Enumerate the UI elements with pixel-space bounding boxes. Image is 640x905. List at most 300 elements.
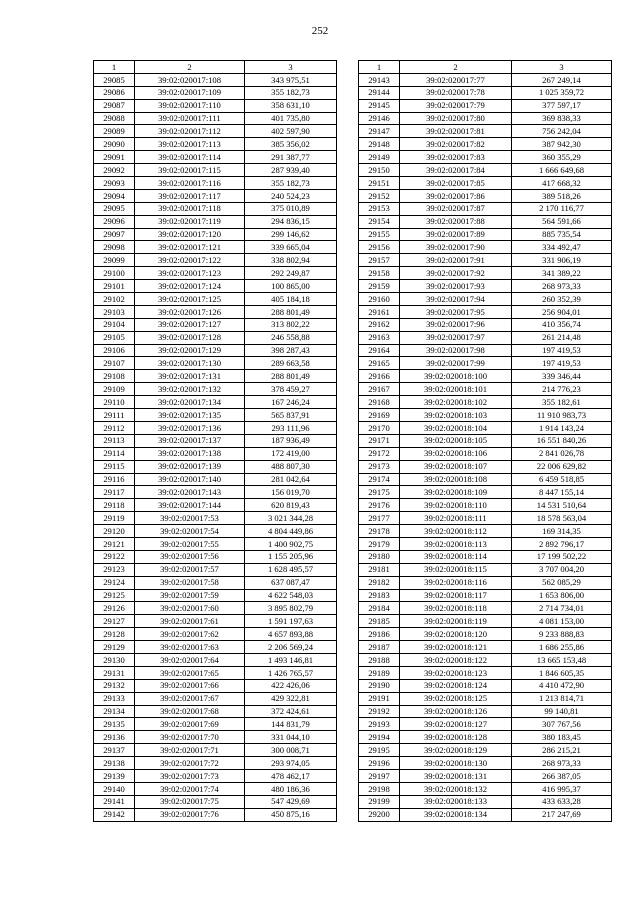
- row-number-cell: 29162: [359, 318, 400, 331]
- cadastral-number-cell: 39:02:020018:134: [400, 808, 512, 821]
- table-row: [359, 409, 612, 422]
- table-row: [94, 254, 337, 267]
- table-row: [359, 615, 612, 628]
- row-number-cell: 29138: [94, 757, 135, 770]
- value-cell: 17 199 502,22: [512, 550, 612, 563]
- table-row: [94, 705, 337, 718]
- value-cell: 100 865,00: [245, 280, 337, 293]
- table-row: [359, 189, 612, 202]
- table-row: [359, 202, 612, 215]
- cadastral-number-cell: 39:02:020017:109: [135, 86, 245, 99]
- cadastral-number-cell: 39:02:020017:113: [135, 138, 245, 151]
- row-number-cell: 29099: [94, 254, 135, 267]
- cadastral-number-cell: 39:02:020018:131: [400, 769, 512, 782]
- cadastral-number-cell: 39:02:020018:118: [400, 602, 512, 615]
- value-cell: 1 846 605,35: [512, 666, 612, 679]
- table-row: [359, 486, 612, 499]
- value-cell: 410 356,74: [512, 318, 612, 331]
- value-cell: 6 459 518,85: [512, 473, 612, 486]
- cadastral-number-cell: 39:02:020018:101: [400, 383, 512, 396]
- row-number-cell: 29151: [359, 177, 400, 190]
- row-number-cell: 29157: [359, 254, 400, 267]
- cadastral-number-cell: 39:02:020017:67: [135, 692, 245, 705]
- value-cell: 389 518,26: [512, 189, 612, 202]
- table-row: [94, 602, 337, 615]
- cadastral-number-cell: 39:02:020017:112: [135, 125, 245, 138]
- value-cell: 307 767,56: [512, 718, 612, 731]
- cadastral-number-cell: 39:02:020017:76: [135, 808, 245, 821]
- row-number-cell: 29141: [94, 795, 135, 808]
- row-number-cell: 29188: [359, 653, 400, 666]
- cadastral-number-cell: 39:02:020018:105: [400, 434, 512, 447]
- cadastral-number-cell: 39:02:020017:85: [400, 177, 512, 190]
- table-row: [94, 499, 337, 512]
- row-number-cell: 29116: [94, 473, 135, 486]
- table-row: [94, 331, 337, 344]
- cadastral-number-cell: 39:02:020017:62: [135, 628, 245, 641]
- cadastral-number-cell: 39:02:020017:75: [135, 795, 245, 808]
- table-row: [94, 344, 337, 357]
- cadastral-number-cell: 39:02:020017:57: [135, 563, 245, 576]
- row-number-cell: 29131: [94, 666, 135, 679]
- value-cell: 401 735,80: [245, 112, 337, 125]
- value-cell: 378 459,27: [245, 383, 337, 396]
- table-row: [359, 718, 612, 731]
- value-cell: 288 801,49: [245, 370, 337, 383]
- value-cell: 564 591,66: [512, 215, 612, 228]
- cadastral-number-cell: 39:02:020017:65: [135, 666, 245, 679]
- table-row: [94, 576, 337, 589]
- cadastral-number-cell: 39:02:020018:102: [400, 396, 512, 409]
- cadastral-number-cell: 39:02:020017:77: [400, 73, 512, 86]
- cadastral-number-cell: 39:02:020017:64: [135, 653, 245, 666]
- row-number-cell: 29090: [94, 138, 135, 151]
- table-row: [94, 409, 337, 422]
- row-number-cell: 29117: [94, 486, 135, 499]
- value-cell: 268 973,33: [512, 280, 612, 293]
- row-number-cell: 29124: [94, 576, 135, 589]
- row-number-cell: 29152: [359, 189, 400, 202]
- value-cell: 214 776,23: [512, 383, 612, 396]
- table-row: [94, 731, 337, 744]
- cadastral-number-cell: 39:02:020018:104: [400, 421, 512, 434]
- table-row: [359, 447, 612, 460]
- row-number-cell: 29174: [359, 473, 400, 486]
- row-number-cell: 29094: [94, 189, 135, 202]
- value-cell: 417 668,32: [512, 177, 612, 190]
- table-row: [94, 641, 337, 654]
- cadastral-number-cell: 39:02:020017:144: [135, 499, 245, 512]
- row-number-cell: 29098: [94, 241, 135, 254]
- left-table: [93, 60, 337, 822]
- value-cell: 416 995,37: [512, 782, 612, 795]
- cadastral-number-cell: 39:02:020017:116: [135, 177, 245, 190]
- table-row: [359, 757, 612, 770]
- value-cell: 22 006 629,82: [512, 460, 612, 473]
- table-row: [359, 73, 612, 86]
- table-row: [359, 628, 612, 641]
- table-row: [94, 563, 337, 576]
- row-number-cell: 29102: [94, 293, 135, 306]
- row-number-cell: 29167: [359, 383, 400, 396]
- table-row: [94, 267, 337, 280]
- value-cell: 240 524,23: [245, 189, 337, 202]
- value-cell: 2 841 026,78: [512, 447, 612, 460]
- value-cell: 167 246,24: [245, 396, 337, 409]
- table-row: [359, 177, 612, 190]
- row-number-cell: 29133: [94, 692, 135, 705]
- row-number-cell: 29105: [94, 331, 135, 344]
- cadastral-number-cell: 39:02:020018:116: [400, 576, 512, 589]
- table-row: [359, 576, 612, 589]
- row-number-cell: 29166: [359, 370, 400, 383]
- value-cell: 281 042,64: [245, 473, 337, 486]
- value-cell: 2 170 116,77: [512, 202, 612, 215]
- value-cell: 331 044,10: [245, 731, 337, 744]
- cadastral-number-cell: 39:02:020018:111: [400, 512, 512, 525]
- value-cell: 355 182,73: [245, 177, 337, 190]
- cadastral-number-cell: 39:02:020017:53: [135, 512, 245, 525]
- value-cell: 293 974,05: [245, 757, 337, 770]
- cadastral-number-cell: 39:02:020018:114: [400, 550, 512, 563]
- row-number-cell: 29147: [359, 125, 400, 138]
- table-row: [94, 241, 337, 254]
- cadastral-number-cell: 39:02:020017:60: [135, 602, 245, 615]
- cadastral-number-cell: 39:02:020017:82: [400, 138, 512, 151]
- table-row: [359, 512, 612, 525]
- row-number-cell: 29187: [359, 641, 400, 654]
- row-number-cell: 29125: [94, 589, 135, 602]
- row-number-cell: 29180: [359, 550, 400, 563]
- table-row: [94, 628, 337, 641]
- table-row: [94, 808, 337, 821]
- row-number-cell: 29137: [94, 744, 135, 757]
- row-number-cell: 29148: [359, 138, 400, 151]
- table-row: [359, 305, 612, 318]
- row-number-cell: 29145: [359, 99, 400, 112]
- row-number-cell: 29156: [359, 241, 400, 254]
- cadastral-number-cell: 39:02:020017:55: [135, 537, 245, 550]
- table-row: [359, 125, 612, 138]
- cadastral-number-cell: 39:02:020018:120: [400, 628, 512, 641]
- cadastral-number-cell: 39:02:020018:100: [400, 370, 512, 383]
- row-number-cell: 29128: [94, 628, 135, 641]
- header-cell-3: 3: [245, 61, 337, 74]
- cadastral-number-cell: 39:02:020018:107: [400, 460, 512, 473]
- value-cell: 299 146,62: [245, 228, 337, 241]
- row-number-cell: 29161: [359, 305, 400, 318]
- table-row: [94, 370, 337, 383]
- table-row: [359, 164, 612, 177]
- row-number-cell: 29103: [94, 305, 135, 318]
- table-row: [359, 525, 612, 538]
- cadastral-number-cell: 39:02:020018:117: [400, 589, 512, 602]
- row-number-cell: 29195: [359, 744, 400, 757]
- table-row: [94, 718, 337, 731]
- cadastral-number-cell: 39:02:020018:130: [400, 757, 512, 770]
- value-cell: 756 242,04: [512, 125, 612, 138]
- table-row: [359, 318, 612, 331]
- table-row: [359, 112, 612, 125]
- table-row: [359, 383, 612, 396]
- value-cell: 339 665,04: [245, 241, 337, 254]
- row-number-cell: 29108: [94, 370, 135, 383]
- cadastral-number-cell: 39:02:020017:129: [135, 344, 245, 357]
- value-cell: 478 462,17: [245, 769, 337, 782]
- value-cell: 1 213 814,71: [512, 692, 612, 705]
- row-number-cell: 29172: [359, 447, 400, 460]
- table-row: [359, 795, 612, 808]
- row-number-cell: 29189: [359, 666, 400, 679]
- value-cell: 187 936,49: [245, 434, 337, 447]
- row-number-cell: 29097: [94, 228, 135, 241]
- cadastral-number-cell: 39:02:020017:114: [135, 151, 245, 164]
- row-number-cell: 29175: [359, 486, 400, 499]
- row-number-cell: 29173: [359, 460, 400, 473]
- value-cell: 547 429,69: [245, 795, 337, 808]
- table-row: [94, 512, 337, 525]
- value-cell: 488 807,30: [245, 460, 337, 473]
- cadastral-number-cell: 39:02:020017:99: [400, 357, 512, 370]
- value-cell: 293 111,96: [245, 421, 337, 434]
- cadastral-number-cell: 39:02:020017:68: [135, 705, 245, 718]
- value-cell: 144 831,79: [245, 718, 337, 731]
- page-number: 252: [311, 25, 329, 37]
- cadastral-number-cell: 39:02:020017:127: [135, 318, 245, 331]
- value-cell: 355 182,61: [512, 396, 612, 409]
- header-cell-1: 1: [359, 61, 400, 74]
- row-number-cell: 29123: [94, 563, 135, 576]
- table-row: [359, 344, 612, 357]
- cadastral-number-cell: 39:02:020017:125: [135, 293, 245, 306]
- row-number-cell: 29095: [94, 202, 135, 215]
- row-number-cell: 29109: [94, 383, 135, 396]
- table-row: [94, 782, 337, 795]
- table-row: [359, 731, 612, 744]
- value-cell: 292 249,87: [245, 267, 337, 280]
- cadastral-number-cell: 39:02:020017:83: [400, 151, 512, 164]
- cadastral-number-cell: 39:02:020017:81: [400, 125, 512, 138]
- row-number-cell: 29193: [359, 718, 400, 731]
- value-cell: 4 410 472,90: [512, 679, 612, 692]
- value-cell: 433 633,28: [512, 795, 612, 808]
- row-number-cell: 29158: [359, 267, 400, 280]
- value-cell: 358 631,10: [245, 99, 337, 112]
- table-row: [359, 280, 612, 293]
- cadastral-number-cell: 39:02:020017:128: [135, 331, 245, 344]
- row-number-cell: 29196: [359, 757, 400, 770]
- cadastral-number-cell: 39:02:020018:125: [400, 692, 512, 705]
- table-row: [94, 396, 337, 409]
- row-number-cell: 29183: [359, 589, 400, 602]
- cadastral-number-cell: 39:02:020017:131: [135, 370, 245, 383]
- value-cell: 294 836,15: [245, 215, 337, 228]
- value-cell: 197 419,53: [512, 357, 612, 370]
- row-number-cell: 29096: [94, 215, 135, 228]
- table-row: [94, 757, 337, 770]
- cadastral-number-cell: 39:02:020017:134: [135, 396, 245, 409]
- row-number-cell: 29185: [359, 615, 400, 628]
- header-cell-3: 3: [512, 61, 612, 74]
- value-cell: 450 875,16: [245, 808, 337, 821]
- table-row: [94, 318, 337, 331]
- value-cell: 480 186,36: [245, 782, 337, 795]
- value-cell: 246 558,88: [245, 331, 337, 344]
- table-row: [94, 305, 337, 318]
- table-row: [94, 151, 337, 164]
- table-row: [359, 331, 612, 344]
- cadastral-number-cell: 39:02:020017:117: [135, 189, 245, 202]
- table-row: [94, 73, 337, 86]
- row-number-cell: 29143: [359, 73, 400, 86]
- row-number-cell: 29093: [94, 177, 135, 190]
- value-cell: 3 707 004,20: [512, 563, 612, 576]
- value-cell: 2 892 796,17: [512, 537, 612, 550]
- header-cell-2: 2: [135, 61, 245, 74]
- cadastral-number-cell: 39:02:020017:123: [135, 267, 245, 280]
- row-number-cell: 29153: [359, 202, 400, 215]
- row-number-cell: 29115: [94, 460, 135, 473]
- cadastral-number-cell: 39:02:020017:111: [135, 112, 245, 125]
- value-cell: 313 802,22: [245, 318, 337, 331]
- cadastral-number-cell: 39:02:020017:92: [400, 267, 512, 280]
- value-cell: 4 657 893,88: [245, 628, 337, 641]
- row-number-cell: 29149: [359, 151, 400, 164]
- table-row: [359, 769, 612, 782]
- value-cell: 261 214,48: [512, 331, 612, 344]
- row-number-cell: 29107: [94, 357, 135, 370]
- value-cell: 343 975,51: [245, 73, 337, 86]
- value-cell: 341 389,22: [512, 267, 612, 280]
- table-row: [94, 653, 337, 666]
- cadastral-number-cell: 39:02:020017:89: [400, 228, 512, 241]
- row-number-cell: 29146: [359, 112, 400, 125]
- row-number-cell: 29085: [94, 73, 135, 86]
- table-row: [94, 473, 337, 486]
- value-cell: 16 551 840,26: [512, 434, 612, 447]
- value-cell: 375 010,89: [245, 202, 337, 215]
- header-cell-2: 2: [400, 61, 512, 74]
- value-cell: 13 665 153,48: [512, 653, 612, 666]
- row-number-cell: 29181: [359, 563, 400, 576]
- row-number-cell: 29086: [94, 86, 135, 99]
- cadastral-number-cell: 39:02:020018:126: [400, 705, 512, 718]
- cadastral-number-cell: 39:02:020018:123: [400, 666, 512, 679]
- cadastral-number-cell: 39:02:020017:69: [135, 718, 245, 731]
- cadastral-number-cell: 39:02:020017:115: [135, 164, 245, 177]
- row-number-cell: 29142: [94, 808, 135, 821]
- header-row: [359, 61, 612, 74]
- value-cell: 9 233 888,83: [512, 628, 612, 641]
- table-row: [359, 228, 612, 241]
- table-row: [94, 280, 337, 293]
- row-number-cell: 29120: [94, 525, 135, 538]
- cadastral-number-cell: 39:02:020018:103: [400, 409, 512, 422]
- cadastral-number-cell: 39:02:020017:118: [135, 202, 245, 215]
- table-row: [359, 744, 612, 757]
- table-row: [359, 215, 612, 228]
- row-number-cell: 29176: [359, 499, 400, 512]
- row-number-cell: 29160: [359, 293, 400, 306]
- cadastral-number-cell: 39:02:020017:97: [400, 331, 512, 344]
- row-number-cell: 29135: [94, 718, 135, 731]
- cadastral-number-cell: 39:02:020017:136: [135, 421, 245, 434]
- value-cell: 11 910 983,73: [512, 409, 612, 422]
- cadastral-number-cell: 39:02:020017:71: [135, 744, 245, 757]
- cadastral-number-cell: 39:02:020017:56: [135, 550, 245, 563]
- row-number-cell: 29092: [94, 164, 135, 177]
- row-number-cell: 29104: [94, 318, 135, 331]
- table-row: [359, 421, 612, 434]
- table-row: [94, 537, 337, 550]
- table-row: [94, 383, 337, 396]
- value-cell: 377 597,17: [512, 99, 612, 112]
- table-row: [94, 744, 337, 757]
- cadastral-number-cell: 39:02:020017:80: [400, 112, 512, 125]
- table-row: [359, 254, 612, 267]
- cadastral-number-cell: 39:02:020018:121: [400, 641, 512, 654]
- cadastral-number-cell: 39:02:020017:58: [135, 576, 245, 589]
- table-row: [359, 151, 612, 164]
- cadastral-number-cell: 39:02:020017:126: [135, 305, 245, 318]
- value-cell: 369 838,33: [512, 112, 612, 125]
- table-row: [359, 396, 612, 409]
- row-number-cell: 29119: [94, 512, 135, 525]
- table-row: [359, 550, 612, 563]
- cadastral-number-cell: 39:02:020018:128: [400, 731, 512, 744]
- row-number-cell: 29199: [359, 795, 400, 808]
- value-cell: 266 387,05: [512, 769, 612, 782]
- value-cell: 1 426 765,57: [245, 666, 337, 679]
- table-row: [94, 550, 337, 563]
- cadastral-number-cell: 39:02:020017:78: [400, 86, 512, 99]
- row-number-cell: 29184: [359, 602, 400, 615]
- value-cell: 256 904,01: [512, 305, 612, 318]
- row-number-cell: 29170: [359, 421, 400, 434]
- table-row: [94, 666, 337, 679]
- value-cell: 286 215,21: [512, 744, 612, 757]
- cadastral-number-cell: 39:02:020018:133: [400, 795, 512, 808]
- cadastral-number-cell: 39:02:020017:61: [135, 615, 245, 628]
- cadastral-number-cell: 39:02:020017:96: [400, 318, 512, 331]
- cadastral-number-cell: 39:02:020017:66: [135, 679, 245, 692]
- row-number-cell: 29126: [94, 602, 135, 615]
- row-number-cell: 29177: [359, 512, 400, 525]
- value-cell: 197 419,53: [512, 344, 612, 357]
- table-row: [359, 241, 612, 254]
- cadastral-number-cell: 39:02:020017:120: [135, 228, 245, 241]
- row-number-cell: 29110: [94, 396, 135, 409]
- cadastral-number-cell: 39:02:020017:70: [135, 731, 245, 744]
- table-row: [94, 164, 337, 177]
- value-cell: 300 008,71: [245, 744, 337, 757]
- cadastral-number-cell: 39:02:020017:73: [135, 769, 245, 782]
- value-cell: 1 686 255,86: [512, 641, 612, 654]
- table-row: [359, 86, 612, 99]
- table-row: [94, 112, 337, 125]
- value-cell: 4 622 548,03: [245, 589, 337, 602]
- row-number-cell: 29112: [94, 421, 135, 434]
- cadastral-number-cell: 39:02:020017:88: [400, 215, 512, 228]
- table-row: [359, 267, 612, 280]
- cadastral-number-cell: 39:02:020017:94: [400, 293, 512, 306]
- value-cell: 385 356,02: [245, 138, 337, 151]
- cadastral-number-cell: 39:02:020018:124: [400, 679, 512, 692]
- value-cell: 334 492,47: [512, 241, 612, 254]
- value-cell: 429 322,81: [245, 692, 337, 705]
- table-row: [94, 679, 337, 692]
- value-cell: 387 942,30: [512, 138, 612, 151]
